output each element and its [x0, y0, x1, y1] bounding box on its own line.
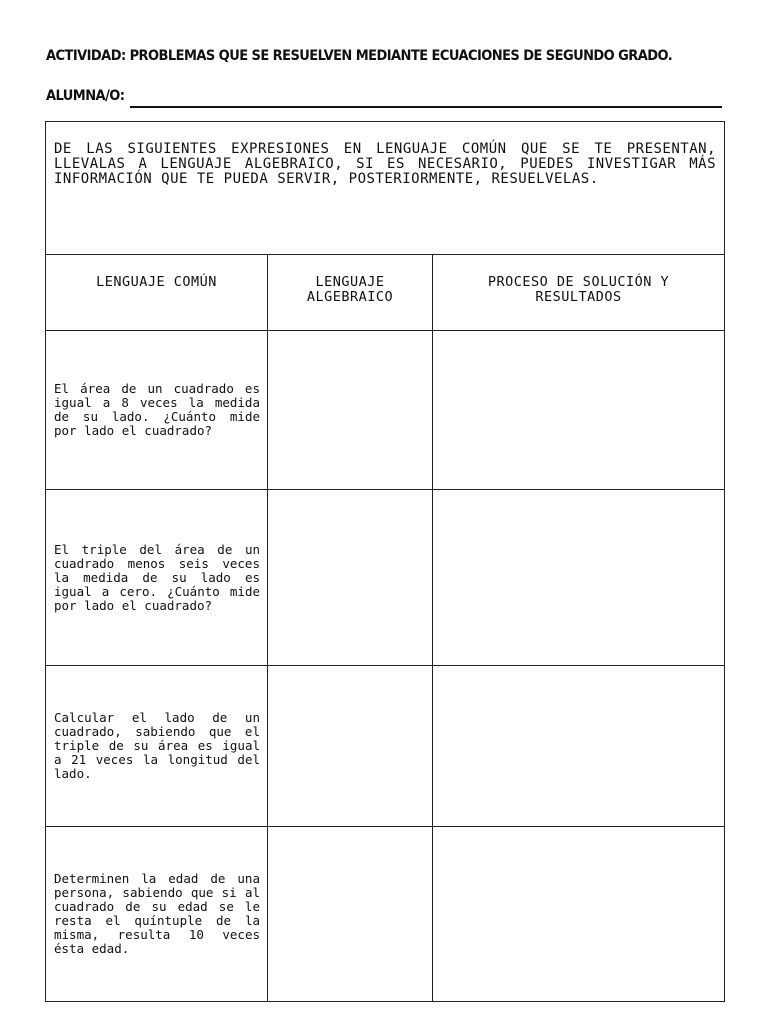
header-solution-process: PROCESO DE SOLUCIÓN Y RESULTADOS	[433, 255, 725, 331]
activity-title: ACTIVIDAD: PROBLEMAS QUE SE RESUELVEN MEDIANTE ECUACIONES DE SEGUNDO GRADO.	[46, 48, 673, 64]
header-algebraic-language: LENGUAJE ALGEBRAICO	[268, 255, 433, 331]
table-row	[46, 490, 725, 666]
algebraic-answer-cell[interactable]	[268, 331, 433, 490]
solution-answer-cell[interactable]	[433, 827, 725, 1002]
table-row	[46, 331, 725, 490]
header-row	[46, 255, 725, 331]
algebraic-answer-cell[interactable]	[268, 827, 433, 1002]
worksheet-table	[45, 121, 725, 1002]
instructions-row	[46, 122, 725, 255]
instructions-text: DE LAS SIGUIENTES EXPRESIONES EN LENGUAJE COMÚN QUE SE TE PRESENTAN, LLEVALAS A LENGUAJE ALGEBRAICO, SI ES NECESARIO, PUEDES INVESTIGAR MÁS INFORMACIÓN QUE TE PUEDA SERVIR, POSTERIORMENTE, RESUELVELAS.	[46, 122, 725, 255]
algebraic-answer-cell[interactable]	[268, 490, 433, 666]
header-common-language: LENGUAJE COMÚN	[46, 255, 268, 331]
problem-text: El triple del área de un cuadrado menos seis veces la medida de su lado es igual a cero. ¿Cuánto mide por lado el cuadrado?	[46, 490, 268, 666]
student-name-row	[46, 86, 722, 108]
table-row	[46, 827, 725, 1002]
problem-text: Calcular el lado de un cuadrado, sabiendo que el triple de su área es igual a 21 veces la longitud del lado.	[46, 666, 268, 827]
problem-text: Determinen la edad de una persona, sabiendo que si al cuadrado de su edad se le resta el quíntuple de la misma, resulta 10 veces ésta edad.	[46, 827, 268, 1002]
table-row	[46, 666, 725, 827]
problem-text: El área de un cuadrado es igual a 8 veces la medida de su lado. ¿Cuánto mide por lado el cuadrado?	[46, 331, 268, 490]
student-label: ALUMNA/O:	[46, 88, 125, 104]
student-name-blank[interactable]	[130, 106, 722, 108]
algebraic-answer-cell[interactable]	[268, 666, 433, 827]
solution-answer-cell[interactable]	[433, 666, 725, 827]
solution-answer-cell[interactable]	[433, 331, 725, 490]
solution-answer-cell[interactable]	[433, 490, 725, 666]
